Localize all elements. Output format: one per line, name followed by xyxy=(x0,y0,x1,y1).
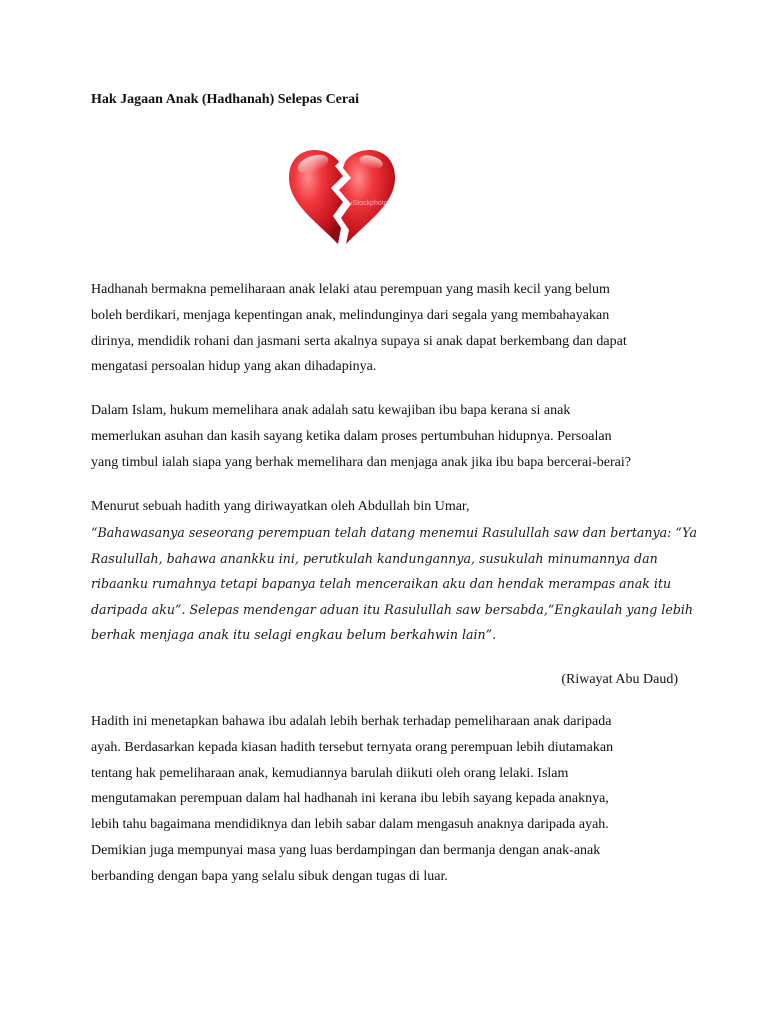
paragraph-islam xyxy=(91,398,681,475)
text-line: Hadhanah bermakna pemeliharaan anak lelaki atau perempuan yang masih kecil yang belum xyxy=(91,282,610,297)
paragraph-hadith-intro xyxy=(91,494,681,520)
text-line: mengutamakan perempuan dalam hal hadhanah ini kerana ibu lebih sayang kepada anaknya, xyxy=(91,791,609,807)
document-title: Hak Jagaan Anak (Hadhanah) Selepas Cerai xyxy=(91,92,359,107)
watermark-text: iStockphoto xyxy=(351,200,388,207)
broken-heart-image xyxy=(283,142,401,248)
quote-line: berhak menjaga anak itu selagi engkau belum berkahwin lain”. xyxy=(91,627,497,642)
text-line: lebih tahu bagaimana mendidiknya dan lebih sabar dalam mengasuh anaknya daripada ayah. xyxy=(91,817,609,833)
quote-line: Rasulullah, bahawa anankku ini, perutkulah kandungannya, susukulah minumannya dan xyxy=(91,550,658,566)
paragraph-definition xyxy=(91,277,681,380)
text-line: yang timbul ialah siapa yang berhak memelihara dan menjaga anak jika ibu bapa bercerai-berai? xyxy=(91,454,631,470)
text-line: mengatasi persoalan hidup yang akan dihadapinya. xyxy=(91,359,377,375)
quote-line: ribaanku rumahnya tetapi bapanya telah menceraikan aku dan hendak merampas anak itu xyxy=(91,576,672,591)
paragraph-conclusion xyxy=(91,709,681,890)
text-line: Dalam Islam, hukum memelihara anak adalah satu kewajiban ibu bapa kerana si anak xyxy=(91,403,571,418)
hadith-citation: (Riwayat Abu Daud) xyxy=(561,672,678,687)
text-line: memerlukan asuhan dan kasih sayang ketika dalam proses pertumbuhan hidupnya. Persoalan xyxy=(91,428,612,444)
text-line: Demikian juga mempunyai masa yang luas berdampingan dan bermanja dengan anak-anak xyxy=(91,842,601,858)
quote-line: “Bahawasanya seseorang perempuan telah datang menemui Rasulullah saw dan bertanya: “Ya xyxy=(91,525,698,540)
text-line: berbanding dengan bapa yang selalu sibuk dengan tugas di luar. xyxy=(91,868,448,884)
text-line: Hadith ini menetapkan bahawa ibu adalah lebih berhak terhadap pemeliharaan anak daripada xyxy=(91,714,612,729)
text-line: Menurut sebuah hadith yang diriwayatkan oleh Abdullah bin Umar, xyxy=(91,499,470,514)
hadith-quote xyxy=(91,520,698,648)
text-line: dirinya, mendidik rohani dan jasmani serta akalnya supaya si anak dapat berkembang dan dapat xyxy=(91,333,627,349)
text-line: ayah. Berdasarkan kepada kiasan hadith tersebut ternyata orang perempuan lebih diutamakan xyxy=(91,739,614,755)
broken-heart-icon xyxy=(283,142,401,248)
quote-line: daripada aku”. Selepas mendengar aduan itu Rasulullah saw bersabda,“Engkaulah yang lebih xyxy=(91,601,694,617)
text-line: tentang hak pemeliharaan anak, kemudiannya barulah diikuti oleh orang lelaki. Islam xyxy=(91,765,569,781)
text-line: boleh berdikari, menjaga kepentingan anak, melindunginya dari segala yang membahayakan xyxy=(91,307,610,323)
